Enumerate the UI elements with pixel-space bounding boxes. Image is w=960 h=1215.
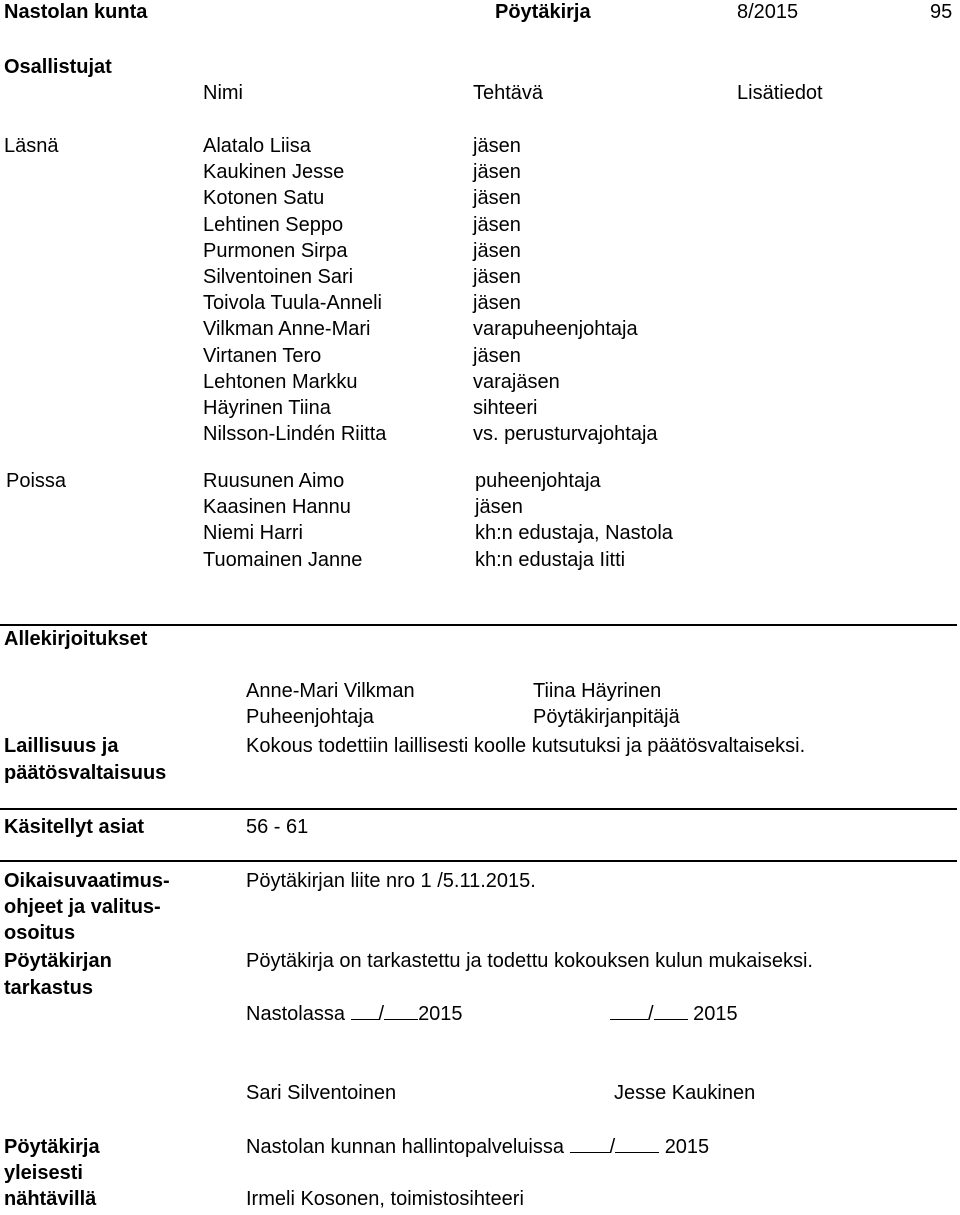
present-roles	[473, 133, 658, 447]
absent-name: Ruusunen Aimo	[203, 470, 345, 492]
present-name: Lehtinen Seppo	[203, 213, 344, 236]
public-text: Nastolan kunnan hallintopalveluissa	[246, 1136, 564, 1158]
chair-name: Anne-Mari Vilkman	[246, 680, 415, 702]
header-doc-title: Pöytäkirja	[495, 1, 591, 23]
public-label-line2: yleisesti	[4, 1162, 83, 1184]
present-role: jäsen	[473, 292, 521, 315]
review-year: 2015	[693, 1003, 738, 1025]
participants-title: Osallistujat	[4, 56, 112, 78]
review-date-line-2	[610, 1001, 738, 1027]
present-name: Purmonen Sirpa	[203, 239, 348, 262]
present-role: jäsen	[473, 213, 521, 236]
public-signer: Irmeli Kosonen, toimistosihteeri	[246, 1188, 524, 1210]
absent-role: kh:n edustaja, Nastola	[475, 522, 673, 545]
date-slash: /	[609, 1136, 616, 1158]
present-name: Kotonen Satu	[203, 187, 325, 210]
present-name: Häyrinen Tiina	[203, 396, 331, 419]
present-role: varajäsen	[473, 370, 560, 393]
reviewer-1: Sari Silventoinen	[246, 1082, 397, 1104]
public-line	[246, 1134, 709, 1160]
appeal-label-line3: osoitus	[4, 922, 76, 944]
present-role: varapuheenjohtaja	[473, 318, 638, 341]
present-role: jäsen	[473, 161, 521, 184]
month-blank	[654, 1001, 688, 1020]
present-label: Läsnä	[4, 135, 59, 157]
column-header-name: Nimi	[203, 82, 243, 104]
absent-name: Niemi Harri	[203, 522, 303, 545]
appeal-label-line1: Oikaisuvaatimus-	[4, 870, 170, 892]
present-role: jäsen	[473, 265, 521, 288]
absent-label: Poissa	[6, 470, 67, 492]
header-page-number: 95	[930, 1, 953, 23]
present-role: sihteeri	[473, 396, 538, 419]
absent-role: kh:n edustaja Iitti	[475, 548, 626, 571]
column-header-role: Tehtävä	[473, 82, 544, 104]
absent-names	[203, 468, 362, 573]
present-name: Lehtonen Markku	[203, 370, 358, 393]
items-value: 56 - 61	[246, 816, 309, 838]
review-text: Pöytäkirja on tarkastettu ja todettu kokouksen kulun mukaiseksi.	[246, 950, 813, 972]
public-label-line1: Pöytäkirja	[4, 1136, 100, 1158]
chair-role: Puheenjohtaja	[246, 706, 374, 728]
present-role: jäsen	[473, 187, 521, 210]
present-name: Kaukinen Jesse	[203, 161, 345, 184]
present-names	[203, 133, 386, 447]
review-place: Nastolassa	[246, 1003, 345, 1025]
month-blank	[384, 1001, 418, 1020]
date-slash: /	[378, 1003, 385, 1025]
legality-text: Kokous todettiin laillisesti koolle kutsutuksi ja päätösvaltaiseksi.	[246, 735, 806, 757]
secretary-role: Pöytäkirjanpitäjä	[533, 706, 680, 728]
legality-label-line1: Laillisuus ja	[4, 735, 119, 757]
review-label-line1: Pöytäkirjan	[4, 950, 112, 972]
public-year: 2015	[664, 1136, 710, 1158]
absent-role: jäsen	[475, 496, 523, 519]
absent-role: puheenjohtaja	[475, 470, 601, 492]
day-blank	[570, 1134, 610, 1153]
present-role: vs. perusturvajohtaja	[473, 423, 658, 446]
absent-name: Tuomainen Janne	[203, 548, 363, 571]
appeal-label-line2: ohjeet ja valitus-	[4, 896, 161, 918]
date-slash: /	[648, 1003, 654, 1025]
present-name: Vilkman Anne-Mari	[203, 318, 371, 341]
divider	[0, 860, 957, 862]
present-role: jäsen	[473, 344, 521, 367]
public-label-line3: nähtävillä	[4, 1188, 97, 1210]
present-name: Toivola Tuula-Anneli	[203, 292, 382, 315]
month-blank	[615, 1134, 659, 1153]
column-header-info: Lisätiedot	[737, 82, 823, 104]
review-date-line	[246, 1001, 463, 1027]
legality-label-line2: päätösvaltaisuus	[4, 762, 167, 784]
review-label-line2: tarkastus	[4, 977, 93, 999]
present-role: jäsen	[473, 135, 521, 157]
absent-roles	[475, 468, 673, 573]
present-name: Alatalo Liisa	[203, 135, 311, 157]
present-name: Virtanen Tero	[203, 344, 322, 367]
items-label: Käsitellyt asiat	[4, 816, 145, 838]
header-doc-number: 8/2015	[737, 1, 799, 23]
day-blank	[351, 1001, 379, 1020]
review-year: 2015	[418, 1003, 463, 1025]
appeal-text: Pöytäkirjan liite nro 1 /5.11.2015.	[246, 870, 536, 892]
header-org: Nastolan kunta	[4, 1, 148, 23]
present-name: Nilsson-Lindén Riitta	[203, 423, 387, 446]
divider	[0, 808, 957, 810]
present-role: jäsen	[473, 239, 521, 262]
secretary-name: Tiina Häyrinen	[533, 680, 662, 702]
absent-name: Kaasinen Hannu	[203, 496, 351, 519]
day-blank	[610, 1001, 648, 1020]
present-name: Silventoinen Sari	[203, 265, 354, 288]
reviewer-2: Jesse Kaukinen	[614, 1082, 756, 1104]
signatures-title: Allekirjoitukset	[4, 628, 148, 650]
